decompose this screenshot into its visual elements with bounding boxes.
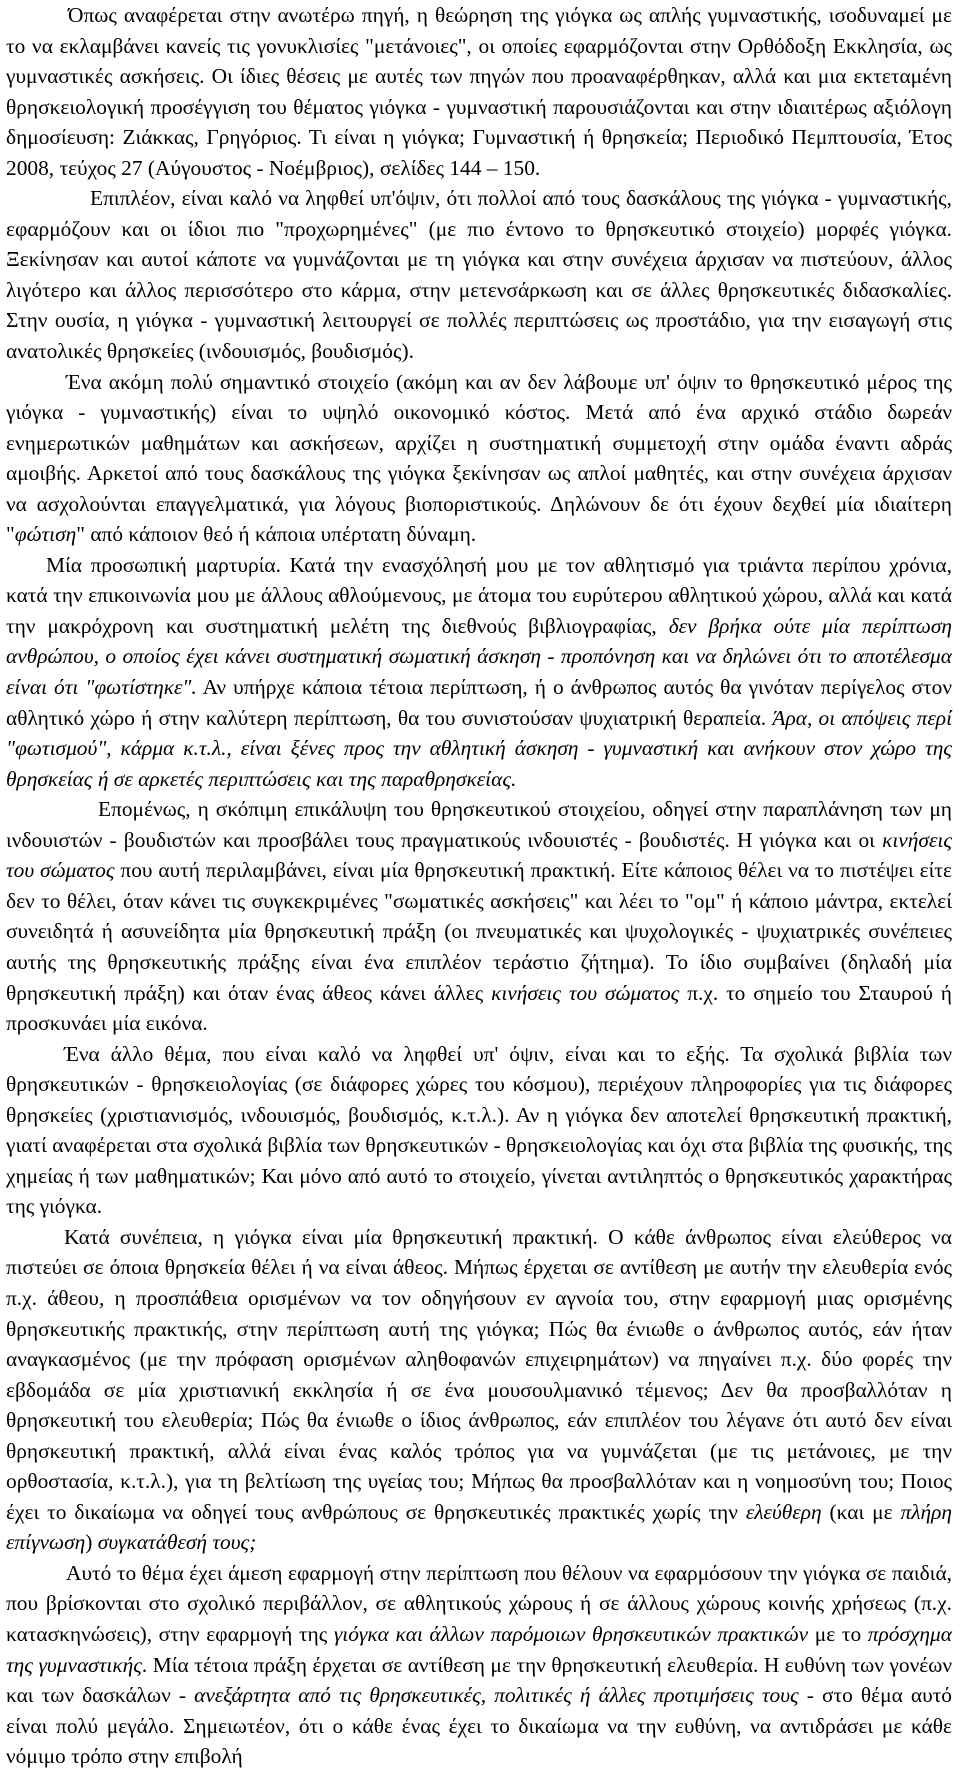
italic-text-run: κινήσεις του σώματος: [491, 980, 680, 1005]
paragraph: [6, 1039, 952, 1222]
text-run: Αυτό το θέμα έχει άμεση εφαρμογή στην περίπτωση που θέλουν να εφαρμόσουν την γιόγκα σε παιδιά, που βρίσκονται στο σχολικό περιβάλλον, σε αθλητικούς χώρους ή σε άλλους χώρους κοινής χρήσεως (π.χ. κατασκηνώσεις), στην εφαρμογή της: [6, 1560, 952, 1646]
text-run: (και με: [821, 1499, 901, 1524]
italic-text-run: κινήσεις του σώματος: [6, 827, 952, 883]
text-run: Ένα ακόμη πολύ σημαντικό στοιχείο (ακόμη και αν δεν λάβουμε υπ' όψιν το θρησκευτικό μέρος της γιόγκα - γυμναστικής) είναι το υψηλό οικονομικό κόστος. Μετά από ένα αρχικό στάδιο δωρεάν ενημερωτικών μαθημάτων και ασκήσεων, αρχίζει η συστηματική συμμετοχή στην ομάδα έναντι αδράς αμοιβής. Αρκετοί από τους δασκάλους της γιόγκα ξεκίνησαν ως απλοί μαθητές, και στην συνέχεια άρχισαν να ασχολούνται επαγγελματικά, για λόγους βιοποριστικούς. Δηλώνουν δε ότι έχουν δεχθεί μία ιδιαίτερη ": [6, 369, 952, 547]
text-run: Κατά συνέπεια, η γιόγκα είναι μία θρησκευτική πρακτική. Ο κάθε άνθρωπος είναι ελεύθερος να πιστεύει σε όποια θρησκεία θέλει ή να είναι άθεος. Μήπως έρχεται σε αντίθεση με αυτήν την ελευθερία ενός π.χ. άθεου, η προσπάθεια ορισμένων να τον οδηγήσουν εν αγνοία του, στην εφαρμογή μιας ορισμένης θρησκευτικής πρακτικής, στην περίπτωση αυτή της γιόγκα; Πώς θα ένιωθε ο άνθρωπος αυτός, εάν ήταν αναγκασμένος (με την πρόφαση ορισμένων αληθοφανών επιχειρημάτων) να πηγαίνει π.χ. δύο φορές την εβδομάδα σε μία χριστιανική εκκλησία ή σε ένα μουσουλμανικό τέμενος; Δεν θα προσβαλλόταν η θρησκευτική του ελευθερία; Πώς θα ένιωθε ο ίδιος άνθρωπος, εάν επιπλέον του λέγανε ότι αυτό δεν είναι θρησκευτική πρακτική, αλλά είναι ένας καλός τρόπος για να γυμνάζεται (με τις μετάνοιες, με την ορθοστασία, κ.τ.λ.), για τη βελτίωση της υγείας του; Μήπως θα προσβαλλόταν και η νοημοσύνη του; Ποιος έχει το δικαίωμα να οδηγεί τους ανθρώπους σε θρησκευτικές πρακτικές χωρίς την: [6, 1224, 952, 1524]
italic-text-run: πλήρη επίγνωση: [6, 1499, 953, 1555]
text-run: Αν υπήρχε κάποια τέτοια περίπτωση, ή ο άνθρωπος αυτός θα γινόταν περίγελος στον αθλητικό χώρο ή στην καλύτερη περίπτωση, θα του συνιστούσαν ψυχιατρική θεραπεία.: [6, 675, 952, 730]
document-page: [6, 0, 952, 1772]
paragraph: [6, 367, 952, 550]
paragraph: [6, 794, 952, 1038]
text-run: που αυτή περιλαμβάνει, είναι μία θρησκευτική πρακτική. Είτε κάποιος θέλει να το πιστέψει είτε δεν το θέλει, όταν κάνει τις συγκεκριμένες "σωματικές ασκήσεις" και λέει το "ομ" ή κάποιο μάντρα, εκτελεί συνειδητά ή ασυνείδητα μία θρησκευτική πράξη (οι πνευματικές και ψυχολογικές - ψυχιατρικές συνέπειες αυτής της θρησκευτικής πράξης είναι ένα επιπλέον τεράστιο ζήτημα). Το ίδιο συμβαίνει (δηλαδή μία θρησκευτική πράξη) και όταν ένας άθεος κάνει άλλες: [6, 858, 952, 1005]
paragraph: [6, 183, 952, 366]
italic-text-run: συγκατάθεσή τους;: [97, 1530, 257, 1555]
text-run: - στο θέμα αυτό είναι πολύ μεγάλο. Σημειωτέον, ότι ο κάθε ένας έχει το δικαίωμα να την ευθύνη, να αντιδράσει με κάθε νόμιμο τρόπο στην επιβολή: [6, 1683, 952, 1769]
text-run: Επιπλέον, είναι καλό να ληφθεί υπ'όψιν, ότι πολλοί από τους δασκάλους της γιόγκα - γυμναστικής, εφαρμόζουν και οι ίδιοι πιο "προχωρημένες" (με πιο έντονο το θρησκευτικό στοιχείο) μορφές γιόγκα. Ξεκίνησαν και αυτοί κάποτε να γυμνάζονται με τη γιόγκα και στην συνέχεια άρχισαν να πιστεύουν, άλλος λιγότερο και άλλος περισσότερο στο κάρμα, στην μετενσάρκωση και σε άλλες θρησκευτικές διδασκαλίες. Στην ουσία, η γιόγκα - γυμναστική λειτουργεί σε πολλές περιπτώσεις ως προστάδιο, για την εισαγωγή στις ανατολικές θρησκείες (ινδουισμός, βουδισμός).: [6, 186, 952, 364]
italic-text-run: δεν βρήκα ούτε μία περίπτωση ανθρώπου, ο οποίος έχει κάνει συστηματική σωματική άσκηση - προπόνηση και να δηλώνει ότι το αποτέλεσμα είναι ότι "φωτίστηκε".: [6, 613, 952, 700]
text-run: Μία προσωπική μαρτυρία. Κατά την ενασχόλησή μου με τον αθλητισμό για τριάντα περίπου χρόνια, κατά την επικοινωνία μου με άλλους αθλούμενους, με άτομα του ευρύτερου αθλητικού χώρου, αλλά και κατά την μακρόχρονη και συστηματική μελέτη της διεθνούς βιβλιογραφίας,: [6, 552, 952, 638]
text-run: . Μία τέτοια πράξη έρχεται σε αντίθεση με την θρησκευτική ελευθερία. Η ευθύνη των γονέων και των δασκάλων -: [6, 1652, 952, 1708]
italic-text-run: γιόγκα και άλλων παρόμοιων θρησκευτικών πρακτικών: [333, 1621, 809, 1646]
paragraph: [6, 0, 952, 183]
text-run: Επομένως, η σκόπιμη επικάλυψη του θρησκευτικού στοιχείου, οδηγεί στην παραπλάνηση των μη ινδουιστών - βουδιστών και προσβάλει τους πραγματικούς ινδουιστές - βουδιστές. Η γιόγκα και οι: [6, 797, 952, 852]
paragraph: [6, 1222, 952, 1558]
text-run: ): [85, 1530, 98, 1555]
text-run: π.χ. το σημείο του Σταυρού ή προσκυνάει μία εικόνα.: [6, 980, 952, 1036]
italic-text-run: ανεξάρτητα από τις θρησκευτικές, πολιτικές ή άλλες προτιμήσεις τους: [194, 1683, 799, 1708]
italic-text-run: πρόσχημα της γυμναστικής: [6, 1621, 952, 1677]
text-run: με το: [808, 1621, 868, 1646]
text-run: " από κάποιον θεό ή κάποια υπέρτατη δύναμη.: [76, 522, 477, 547]
paragraph: [6, 550, 952, 794]
italic-text-run: φώτιση: [14, 522, 77, 547]
italic-text-run: Άρα, οι απόψεις περί "φωτισμού", κάρμα κ.τ.λ., είναι ξένες προς την αθλητική άσκηση - γυμναστική και ανήκουν στον χώρο της θρησκείας ή σε αρκετές περιπτώσεις και της παραθρησκείας.: [6, 705, 953, 791]
text-run: Όπως αναφέρεται στην ανωτέρω πηγή, η θεώρηση της γιόγκα ως απλής γυμναστικής, ισοδυναμεί με το να εκλαμβάνει κανείς τις γονυκλισίες "μετάνοιες", οι οποίες εφαρμόζονται στην Ορθόδοξη Εκκλησία, ως γυμναστικές ασκήσεις. Οι ίδιες θέσεις με αυτές των πηγών που προαναφέρθηκαν, αλλά και μια εκτεταμένη θρησκειολογική προσέγγιση του θέματος γιόγκα - γυμναστική παρουσιάζονται και στην ιδιαιτέρως αξιόλογη δημοσίευση: Ζιάκκας, Γρηγόριος. Τι είναι η γιόγκα; Γυμναστική ή θρησκεία; Περιοδικό Πεμπτουσία, Έτος 2008, τεύχος 27 (Αύγουστος - Νοέμβριος), σελίδες 144 – 150.: [6, 3, 952, 180]
text-run: Ένα άλλο θέμα, που είναι καλό να ληφθεί υπ' όψιν, είναι και το εξής. Τα σχολικά βιβλία των θρησκευτικών - θρησκειολογίας (σε διάφορες χώρες του κόσμου), περιέχουν πληροφορίες για τις διάφορες θρησκείες (χριστιανισμός, ινδουισμός, βουδισμός, κ.τ.λ.). Αν η γιόγκα δεν αποτελεί θρησκευτική πρακτική, γιατί αναφέρεται στα σχολικά βιβλία των θρησκευτικών - θρησκειολογίας και όχι στα βιβλία της φυσικής, της χημείας ή των μαθηματικών; Και μόνο από αυτό το στοιχείο, γίνεται αντιληπτός ο θρησκευτικός χαρακτήρας της γιόγκα.: [6, 1041, 952, 1219]
italic-text-run: ελεύθερη: [745, 1499, 822, 1524]
